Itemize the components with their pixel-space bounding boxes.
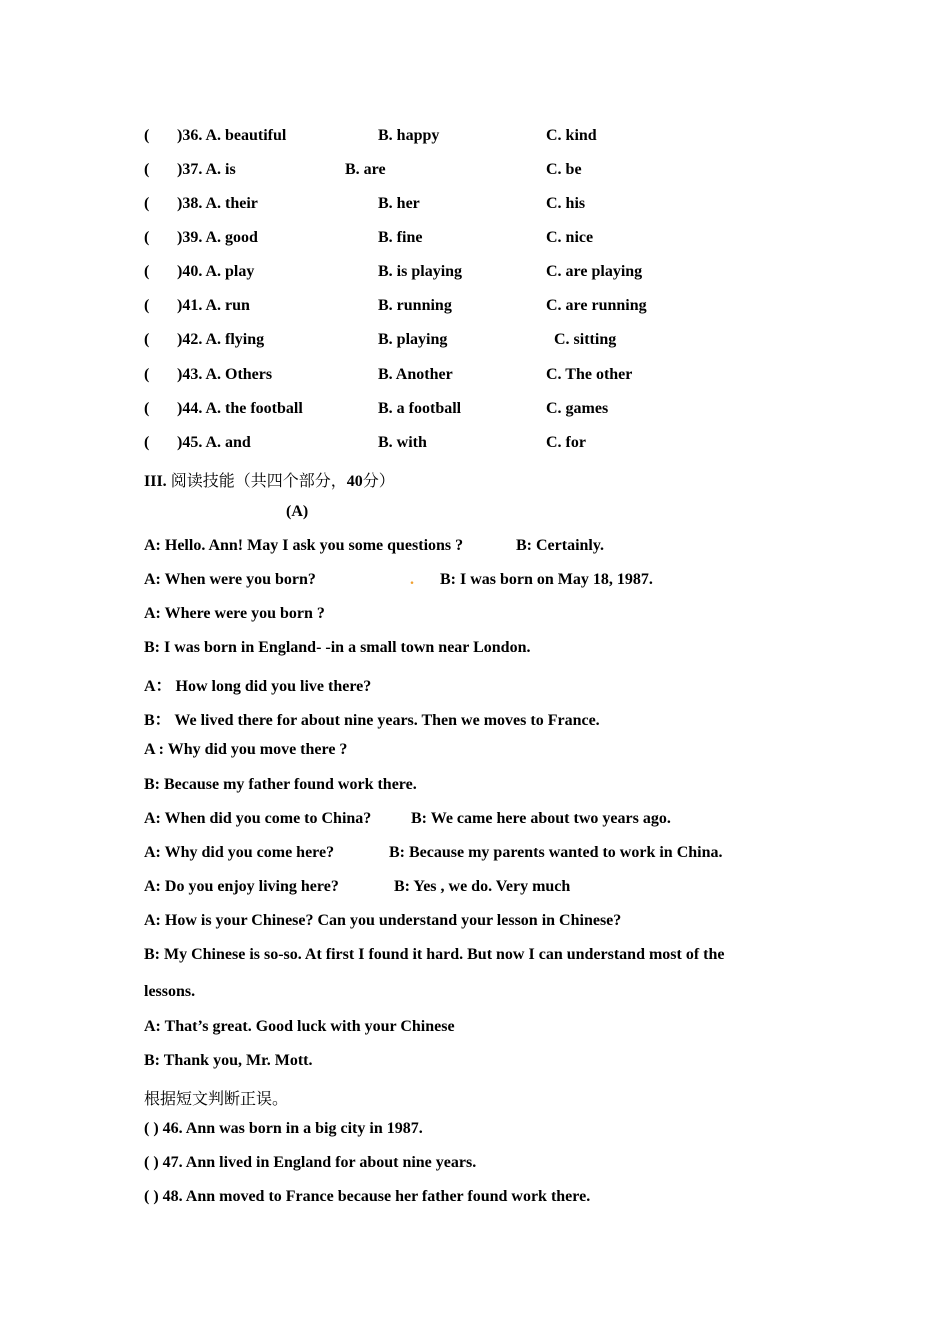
option-a: )36. A. beautiful — [177, 127, 287, 144]
dialogue-line-7: A : Why did you move there ? — [144, 741, 348, 758]
section-score: 40 — [346, 473, 363, 490]
option-a: )38. A. their — [177, 195, 258, 212]
option-a: )39. A. good — [177, 229, 258, 246]
section-title: 阅读技能（共四个部分， — [170, 471, 347, 490]
option-a: )44. A. the football — [177, 400, 303, 417]
paren: ( — [144, 331, 150, 348]
paren: ( — [144, 127, 150, 144]
option-c: C. kind — [546, 127, 597, 144]
option-c: C. The other — [546, 366, 633, 383]
option-c: C. games — [546, 400, 609, 417]
option-a: )37. A. is — [177, 161, 236, 178]
section-prefix: III. — [144, 473, 167, 490]
option-c: C. are playing — [546, 263, 643, 280]
option-b: B. with — [378, 434, 427, 451]
judge-question-47: ( ) 47. Ann lived in England for about nine years. — [144, 1154, 477, 1171]
option-c: C. nice — [546, 229, 594, 246]
dialogue-line-6: B： We lived there for about nine years. Then we moves to France. — [144, 712, 600, 729]
stray-dot: . — [410, 571, 414, 588]
paren: ( — [144, 434, 150, 451]
option-a: )40. A. play — [177, 263, 255, 280]
section-heading — [144, 468, 395, 491]
dialogue-line-11a: A: Do you enjoy living here? — [144, 878, 339, 895]
option-a: )45. A. and — [177, 434, 251, 451]
option-b: B. playing — [378, 331, 448, 348]
option-b: B. her — [378, 195, 420, 212]
dialogue-line-1b: B: Certainly. — [516, 537, 604, 554]
option-b: B. Another — [378, 366, 453, 383]
dialogue-line-15: B: Thank you, Mr. Mott. — [144, 1052, 313, 1069]
judge-question-48: ( ) 48. Ann moved to France because her father found work there. — [144, 1188, 591, 1205]
option-b: B. is playing — [378, 263, 463, 280]
dialogue-line-2a: A: When were you born? — [144, 571, 316, 588]
dialogue-line-13: B: My Chinese is so-so. At first I found it hard. But now I can understand most of the — [144, 946, 725, 963]
option-c: C. sitting — [554, 331, 617, 348]
option-c: C. are running — [546, 297, 647, 314]
paren: ( — [144, 263, 150, 280]
option-b: B. happy — [378, 127, 440, 144]
paren: ( — [144, 161, 150, 178]
dialogue-line-12: A: How is your Chinese? Can you understand your lesson in Chinese? — [144, 912, 622, 929]
section-suffix: 分） — [362, 471, 395, 490]
option-b: B. fine — [378, 229, 423, 246]
dialogue-line-8: B: Because my father found work there. — [144, 776, 417, 793]
dialogue-line-1a: A: Hello. Ann! May I ask you some questions ? — [144, 537, 464, 554]
dialogue-line-2b: B: I was born on May 18, 1987. — [440, 571, 653, 588]
paren: ( — [144, 195, 150, 212]
dialogue-line-10b: B: Because my parents wanted to work in China. — [389, 844, 723, 861]
option-c: C. his — [546, 195, 586, 212]
judge-instruction: 根据短文判断正误。 — [144, 1089, 289, 1108]
dialogue-line-11b: B: Yes , we do. Very much — [394, 878, 571, 895]
option-a: )42. A. flying — [177, 331, 265, 348]
dialogue-line-4: B: I was born in England- -in a small town near London. — [144, 639, 531, 656]
dialogue-line-10a: A: Why did you come here? — [144, 844, 335, 861]
option-b: B. running — [378, 297, 452, 314]
dialogue-line-13-cont: lessons. — [144, 983, 196, 1000]
dialogue-line-9a: A: When did you come to China? — [144, 810, 372, 827]
dialogue-line-9b: B: We came here about two years ago. — [411, 810, 671, 827]
part-label: (A) — [286, 503, 309, 520]
option-b: B. a football — [378, 400, 462, 417]
paren: ( — [144, 366, 150, 383]
paren: ( — [144, 400, 150, 417]
option-a: )43. A. Others — [177, 366, 273, 383]
option-a: )41. A. run — [177, 297, 250, 314]
paren: ( — [144, 297, 150, 314]
option-c: C. be — [546, 161, 582, 178]
dialogue-line-5: A： How long did you live there? — [144, 678, 372, 695]
option-c: C. for — [546, 434, 586, 451]
dialogue-line-14: A: That’s great. Good luck with your Chinese — [144, 1018, 455, 1035]
judge-question-46: ( ) 46. Ann was born in a big city in 1987. — [144, 1120, 423, 1137]
option-b: B. are — [345, 161, 386, 178]
dialogue-line-3: A: Where were you born ? — [144, 605, 325, 622]
paren: ( — [144, 229, 150, 246]
